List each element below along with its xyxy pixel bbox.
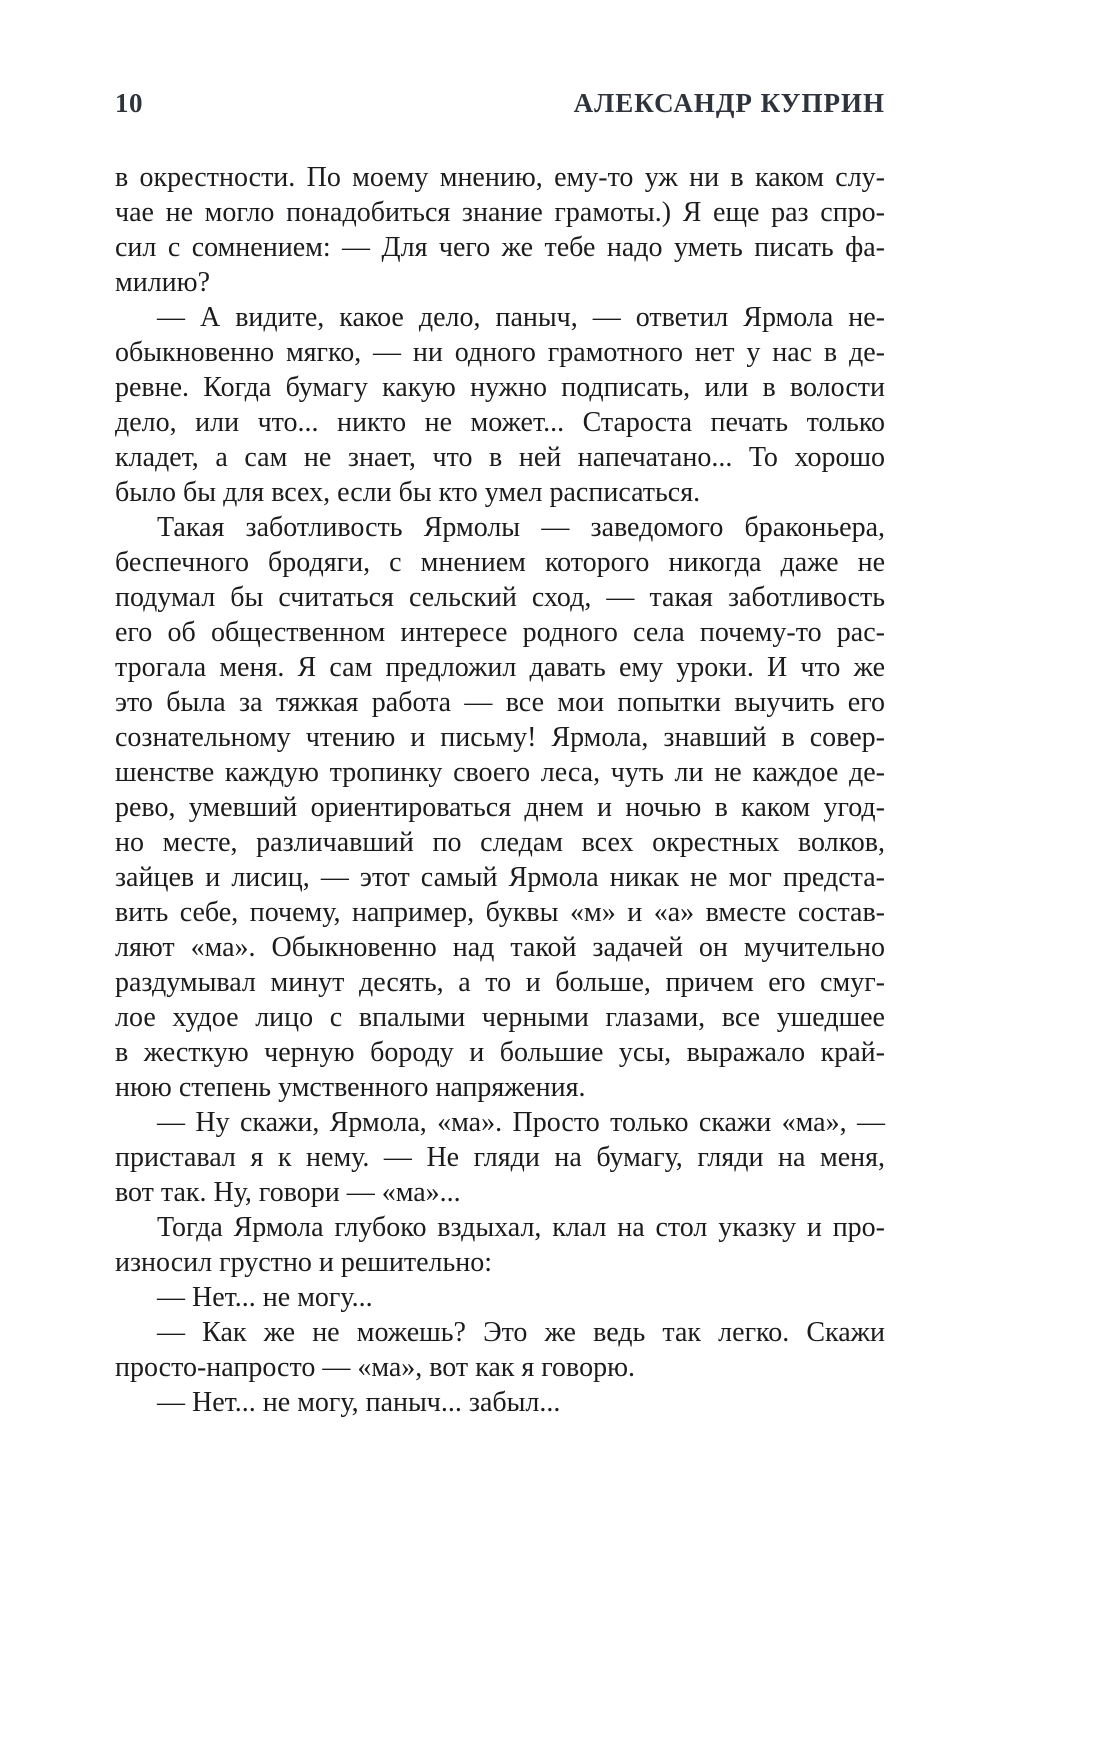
text-line: сил с сомнением: — Для чего же тебе надо уметь писать фа- xyxy=(115,232,885,263)
text-line: Тогда Ярмола глубоко вздыхал, клал на стол указку и про- xyxy=(157,1212,885,1243)
text-line: было бы для всех, если бы кто умел расписаться. xyxy=(115,477,701,508)
text-line: приставал я к нему. — Не гляди на бумагу, гляди на меня, xyxy=(115,1142,885,1173)
paragraph xyxy=(115,1210,885,1280)
text-line: обыкновенно мягко, — ни одного грамотного нет у нас в де- xyxy=(115,337,885,368)
text-line: но месте, различавший по следам всех окрестных волков, xyxy=(115,827,885,858)
text-line: раздумывал минут десять, а то и больше, причем его смуг- xyxy=(115,967,885,998)
text-line: дело, или что... никто не может... Староста печать только xyxy=(115,407,885,438)
text-line: беспечного бродяги, с мнением которого никогда даже не xyxy=(115,547,885,578)
text-line: — Нет... не могу, паныч... забыл... xyxy=(157,1387,561,1418)
text-line: сознательному чтению и письму! Ярмола, знавший в совер- xyxy=(115,722,885,753)
text-line: кладет, а сам не знает, что в ней напечатано... То хорошо xyxy=(115,442,885,473)
text-line: — Ну скажи, Ярмола, «ма». Просто только скажи «ма», — xyxy=(157,1107,885,1138)
text-line: рево, умевший ориентироваться днем и ночью в каком угод- xyxy=(115,792,885,823)
text-line: лое худое лицо с впалыми черными глазами, все ушедшее xyxy=(115,1002,885,1033)
text-line: — Нет... не могу... xyxy=(157,1282,373,1313)
text-line: милию? xyxy=(115,267,211,298)
text-line: в жесткую черную бороду и большие усы, выражало край- xyxy=(115,1037,885,1068)
text-line: его об общественном интересе родного села почему-то рас- xyxy=(115,617,885,648)
text-line: шенстве каждую тропинку своего леса, чуть ли не каждое де- xyxy=(115,757,885,788)
text-line: трогала меня. Я сам предложил давать ему уроки. И что же xyxy=(115,652,885,683)
text-line: просто-напросто — «ма», вот как я говорю. xyxy=(115,1352,635,1383)
paragraph xyxy=(115,1315,885,1385)
text-line: износил грустно и решительно: xyxy=(115,1247,493,1278)
text-line: ляют «ма». Обыкновенно над такой задачей он мучительно xyxy=(115,932,885,963)
text-line: — А видите, какое дело, паныч, — ответил Ярмола не- xyxy=(157,302,885,333)
text-line: вот так. Ну, говори — «ма»... xyxy=(115,1177,461,1208)
page-text xyxy=(115,160,885,1420)
page-number: 10 xyxy=(115,88,143,118)
text-line: нюю степень умственного напряжения. xyxy=(115,1072,586,1103)
paragraph xyxy=(115,1280,885,1315)
paragraph xyxy=(115,160,885,300)
text-line: чае не могло понадобиться знание грамоты.) Я еще раз спро- xyxy=(115,197,885,228)
text-line: подумал бы считаться сельский сход, — такая заботливость xyxy=(115,582,885,613)
running-header-author: АЛЕКСАНДР КУПРИН xyxy=(573,88,885,118)
text-line: вить себе, почему, например, буквы «м» и «а» вместе состав- xyxy=(115,897,885,928)
text-line: в окрестности. По моему мнению, ему-то уж ни в каком слу- xyxy=(115,162,885,193)
paragraph xyxy=(115,1105,885,1210)
paragraph xyxy=(115,300,885,510)
paragraph xyxy=(115,1385,885,1420)
running-header xyxy=(115,88,885,119)
text-line: ревне. Когда бумагу какую нужно подписать, или в волости xyxy=(115,372,885,403)
text-line: это была за тяжкая работа — все мои попытки выучить его xyxy=(115,687,885,718)
text-line: зайцев и лисиц, — этот самый Ярмола никак не мог предста- xyxy=(115,862,885,893)
text-line: — Как же не можешь? Это же ведь так легко. Скажи xyxy=(157,1317,885,1348)
text-line: Такая заботливость Ярмолы — заведомого браконьера, xyxy=(157,512,885,543)
paragraph xyxy=(115,510,885,1105)
